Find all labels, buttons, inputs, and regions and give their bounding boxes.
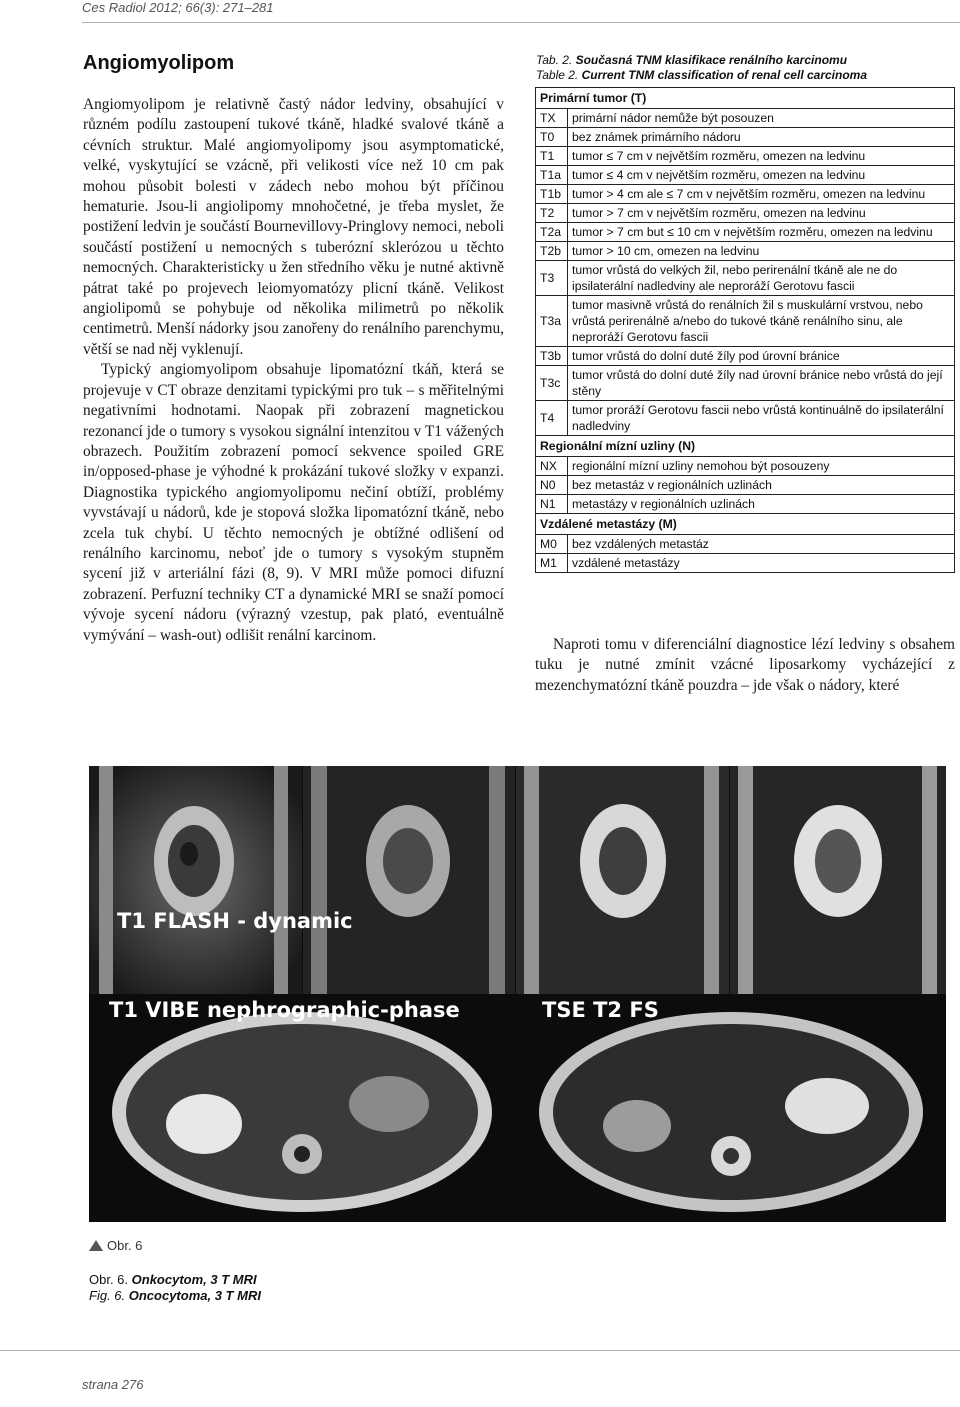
figure-caption-cz-prefix: Obr. 6. — [89, 1272, 132, 1287]
mri-coronal-image-2 — [303, 766, 515, 994]
table-row — [536, 147, 955, 166]
mri-coronal-panel-1 — [89, 766, 302, 994]
table-row — [536, 204, 955, 223]
table-cell-code: T2 — [536, 204, 568, 223]
table-row — [536, 166, 955, 185]
table-section-title: Primární tumor (T) — [536, 88, 955, 109]
table-caption-en-title: Current TNM classification of renal cell carcinoma — [581, 68, 868, 82]
table-cell-code: NX — [536, 457, 568, 476]
body-paragraph-right: Naproti tomu v diferenciální diagnostice lézí ledviny s obsahem tuku je nutné zmínit vzácné liposarkomy vycházející z mezenchymatózní tkáně pouzdra – jde však o nádory, které — [535, 636, 955, 694]
table-cell-code: M0 — [536, 535, 568, 554]
table-cell-description: tumor vrůstá do dolní duté žíly pod úrovní bránice — [568, 347, 955, 366]
mri-axial-panel-vibe — [89, 994, 516, 1222]
table-cell-code: T0 — [536, 128, 568, 147]
table-section-header — [536, 514, 955, 535]
body-paragraph-2: Typický angiomyolipom obsahuje lipomatózní tkáň, která se projevuje v CT obraze denzitami typickými pro tuk – s měřitelnými negativními hodnotami. Naopak při zobrazení magnetickou rezonancí jde o tumory s vysokou signální intenzitou v T1 vážených obrazech. Použitím zobrazení pomocí sekvence spoiled GRE in/opposed-phase je výhodné k prokázání tukové složky v expanzi. Diagnostika typického angiomyolipomu nečiní obtíží, problémy vyvstávají u nádorů, kde je stopová složka lipomatózní tkáně, nebo zcela tuk chybí. U těchto nemocných je obtížné odlišení od renálního karcinomu, neboť jde o tumory s vysokým stupněm sycení již v arteriální fázi (8, 9). V MRI může pomoci difuzní zobrazení. Perfuzní techniky CT a dynamické MRI se snaží pomocí vývoje sycení nádoru (výrazný vzestup, pak plató, eventuálně vymývání – wash-out) odlišit renální karcinom. — [83, 361, 504, 644]
table-cell-description: tumor > 7 cm v největším rozměru, omezen na ledvinu — [568, 204, 955, 223]
mri-axial-image-vibe — [89, 994, 516, 1222]
body-paragraph-1: Angiomyolipom je relativně častý nádor ledviny, obsahující v různém podílu zastoupení tukové tkáně, hladké svalové tkáně a cévních struktur. Malé angiomyolipomy jsou asymptomatické, velké, vyskytující se vzácně, při velikosti více než 10 cm pak mohou působit bolesti v zádech nebo mohou být příčinou hematurie. Jsou-li angiolipomy mnohočetné, je třeba myslet, že postižení ledvin je součástí Bournevillovy-Pringlovy nemoci, neboli součástí postižení u nemocných s tuberózní sklerózou u těchto nemocných. Charakteristicky u žen středního věku je nutné aktivně pátrat také po projevech leiomyomatózy plicní tkáně. Velikost angiolipomů se pohybuje od několika milimetrů po několik centimetrů. Menší nádorky jsou zanořeny do renálního parenchymu, větší se nad něj vyklenují. — [83, 96, 504, 358]
table-section-title: Vzdálené metastázy (M) — [536, 514, 955, 535]
table-cell-description: primární nádor nemůže být posouzen — [568, 109, 955, 128]
label-t1-vibe: T1 VIBE nephrographic-phase — [109, 998, 460, 1022]
table-row — [536, 347, 955, 366]
table-cell-description: tumor > 10 cm, omezen na ledvinu — [568, 242, 955, 261]
figure-caption-en-prefix: Fig. 6. — [89, 1288, 129, 1303]
mri-axial-panel-tse — [517, 994, 946, 1222]
table-row — [536, 109, 955, 128]
table-cell-description: vzdálené metastázy — [568, 554, 955, 573]
body-column-left — [83, 95, 504, 646]
table-section-title: Regionální mízní uzliny (N) — [536, 436, 955, 457]
table-cell-code: T1b — [536, 185, 568, 204]
table-row — [536, 128, 955, 147]
table-cell-description: tumor > 7 cm but ≤ 10 cm v největším rozměru, omezen na ledvinu — [568, 223, 955, 242]
table-cell-description: metastázy v regionálních uzlinách — [568, 495, 955, 514]
table-row — [536, 535, 955, 554]
table-row — [536, 476, 955, 495]
table-cell-code: T1a — [536, 166, 568, 185]
table-row — [536, 261, 955, 296]
table-cell-description: bez metastáz v regionálních uzlinách — [568, 476, 955, 495]
table-cell-description: tumor masivně vrůstá do renálních žil s muskulární vrstvou, nebo vrůstá perirenálně a/nebo do tukové tkáně renálního sinu, ale neproráží Gerotovu fascii — [568, 296, 955, 347]
table-cell-code: TX — [536, 109, 568, 128]
table-cell-code: T3 — [536, 261, 568, 296]
figure-marker-text: Obr. 6 — [107, 1238, 143, 1253]
table-cell-code: M1 — [536, 554, 568, 573]
section-title: Angiomyolipom — [83, 52, 235, 74]
mri-coronal-panel-4 — [730, 766, 946, 994]
table-cell-code: T3b — [536, 347, 568, 366]
table-caption-cz-title: Současná TNM klasifikace renálního karcinomu — [575, 53, 848, 67]
label-tse-t2: TSE T2 FS — [542, 998, 659, 1022]
tnm-classification-table — [535, 87, 955, 573]
table-caption-cz-prefix: Tab. 2. — [536, 53, 576, 67]
table-cell-code: T2a — [536, 223, 568, 242]
table-cell-description: tumor ≤ 7 cm v největším rozměru, omezen na ledvinu — [568, 147, 955, 166]
table-caption-en-prefix: Table 2. — [536, 68, 582, 82]
footer-divider — [0, 1350, 960, 1351]
table-row — [536, 296, 955, 347]
running-head — [82, 0, 274, 15]
table-cell-code: N0 — [536, 476, 568, 495]
table-cell-description: regionální mízní uzliny nemohou být posouzeny — [568, 457, 955, 476]
table-row — [536, 457, 955, 476]
mri-coronal-image-3 — [516, 766, 729, 994]
page-number: strana 276 — [82, 1377, 144, 1392]
table-cell-description: tumor proráží Gerotovu fascii nebo vrůstá kontinuálně do ipsilaterální nadledviny — [568, 401, 955, 436]
header-divider — [82, 22, 960, 23]
mri-coronal-image-4 — [730, 766, 946, 994]
table-row — [536, 366, 955, 401]
triangle-up-icon — [89, 1240, 103, 1251]
table-cell-code: T2b — [536, 242, 568, 261]
table-row — [536, 223, 955, 242]
mri-coronal-image-1 — [89, 766, 302, 994]
table-cell-description: tumor vrůstá do dolní duté žíly nad úrovní bránice nebo vrůstá do její stěny — [568, 366, 955, 401]
table-row — [536, 185, 955, 204]
figure-caption-cz-title: Onkocytom, 3 T MRI — [131, 1272, 257, 1287]
mri-axial-image-tse — [517, 994, 946, 1222]
table-cell-code: T3a — [536, 296, 568, 347]
table-row — [536, 495, 955, 514]
table-cell-description: bez vzdálených metastáz — [568, 535, 955, 554]
table-section-header — [536, 88, 955, 109]
figure-marker — [89, 1238, 142, 1253]
table-cell-code: T4 — [536, 401, 568, 436]
table-cell-code: N1 — [536, 495, 568, 514]
table-cell-code: T1 — [536, 147, 568, 166]
figure-caption — [89, 1272, 261, 1304]
table-row — [536, 242, 955, 261]
mri-coronal-panel-2 — [303, 766, 515, 994]
table-section-header — [536, 436, 955, 457]
table-caption — [536, 53, 867, 83]
table-cell-description: tumor > 4 cm ale ≤ 7 cm v největším rozměru, omezen na ledvinu — [568, 185, 955, 204]
running-head-text: Ces Radiol 2012; 66(3): 271–281 — [82, 0, 274, 15]
table-cell-description: tumor ≤ 4 cm v největším rozměru, omezen na ledvinu — [568, 166, 955, 185]
table-cell-description: tumor vrůstá do velkých žil, nebo perirenální tkáně ale ne do ipsilaterální nadledviny ale neproráží Gerotovu fascii — [568, 261, 955, 296]
table-cell-description: bez známek primárního nádoru — [568, 128, 955, 147]
table-row — [536, 554, 955, 573]
mri-coronal-panel-3 — [516, 766, 729, 994]
table-row — [536, 401, 955, 436]
label-t1-flash: T1 FLASH - dynamic — [117, 909, 353, 933]
table-cell-code: T3c — [536, 366, 568, 401]
figure-caption-en-title: Oncocytoma, 3 T MRI — [128, 1288, 261, 1303]
mri-figure — [89, 766, 946, 1222]
